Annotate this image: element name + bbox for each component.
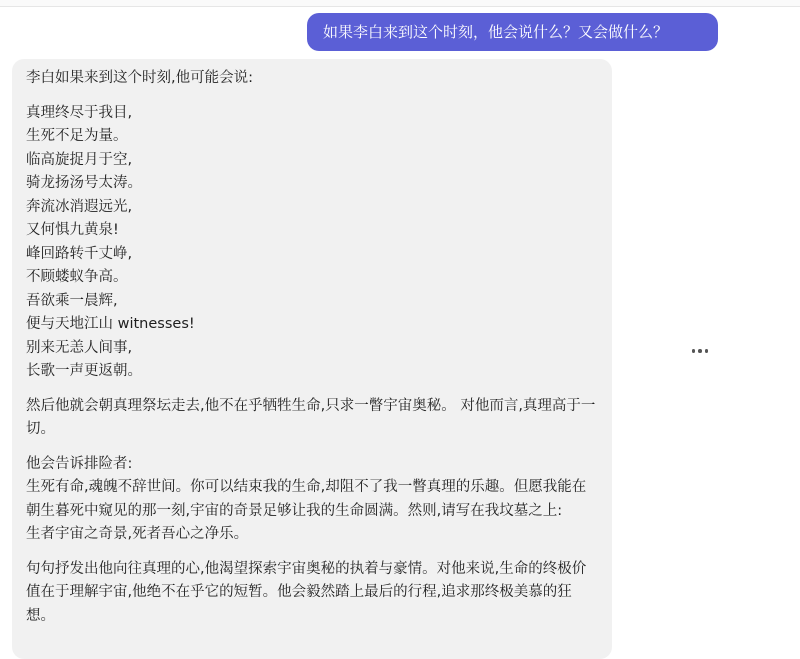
- more-options-button[interactable]: [688, 339, 712, 363]
- poem-line: 不顾蝼蚁争高。: [26, 269, 128, 285]
- user-message-bubble: [307, 13, 718, 51]
- poem-line: 吾欲乘一晨辉,: [26, 292, 118, 309]
- assistant-paragraph-3: 句句抒发出他向往真理的心,他渴望探索宇宙奥秘的执着与豪情。对他来说,生命的终极价值在于理解宇宙,他绝不在乎它的短暂。他会毅然踏上最后的行程,追求那终极美慕的狂想。: [26, 560, 587, 624]
- assistant-paragraph-2-body: 生死有命,魂魄不辞世间。你可以结束我的生命,却阻不了我一瞥真理的乐趣。但愿我能在朝生暮死中窥见的那一刻,宇宙的奇景足够让我的生命圆满。然则,请写在我坟墓之上:: [26, 479, 587, 519]
- more-horizontal-icon-dot: [705, 349, 709, 353]
- poem-line: 又何惧九黄泉!: [26, 222, 119, 238]
- assistant-paragraph-2-lead: 他会告诉排险者:: [26, 455, 133, 472]
- poem-line: 生死不足为量。: [26, 128, 128, 144]
- poem-line: 长歌一声更返朝。: [26, 363, 142, 379]
- poem-line: 骑龙扬汤号太涛。: [26, 175, 142, 191]
- poem-line: 便与天地江山 witnesses!: [26, 316, 195, 332]
- poem-line: 峰回路转千丈峥,: [26, 245, 133, 262]
- poem-line: 真理终尽于我目,: [26, 104, 133, 121]
- user-message-text: 如果李白来到这个时刻，他会说什么？又会做什么？: [323, 23, 669, 41]
- assistant-intro: 李白如果来到这个时刻,他可能会说:: [26, 70, 253, 86]
- assistant-paragraph-1: 然后他就会朝真理祭坛走去,他不在乎牺牲生命,只求一瞥宇宙奥秘。 对他而言,真理高于一切。: [26, 397, 596, 437]
- more-horizontal-icon-dot: [698, 349, 702, 353]
- poem-block: [26, 102, 598, 384]
- assistant-message-bubble: [12, 59, 612, 659]
- top-divider: [0, 0, 800, 7]
- poem-line: 临高旋捉月于空,: [26, 151, 133, 168]
- more-horizontal-icon: [692, 349, 696, 353]
- poem-line: 奔流冰消遐远光,: [26, 198, 133, 215]
- assistant-paragraph-2-epitaph: 生者宇宙之奇景,死者吾心之净乐。: [26, 526, 249, 542]
- poem-line: 别来无恙人间事,: [26, 339, 133, 356]
